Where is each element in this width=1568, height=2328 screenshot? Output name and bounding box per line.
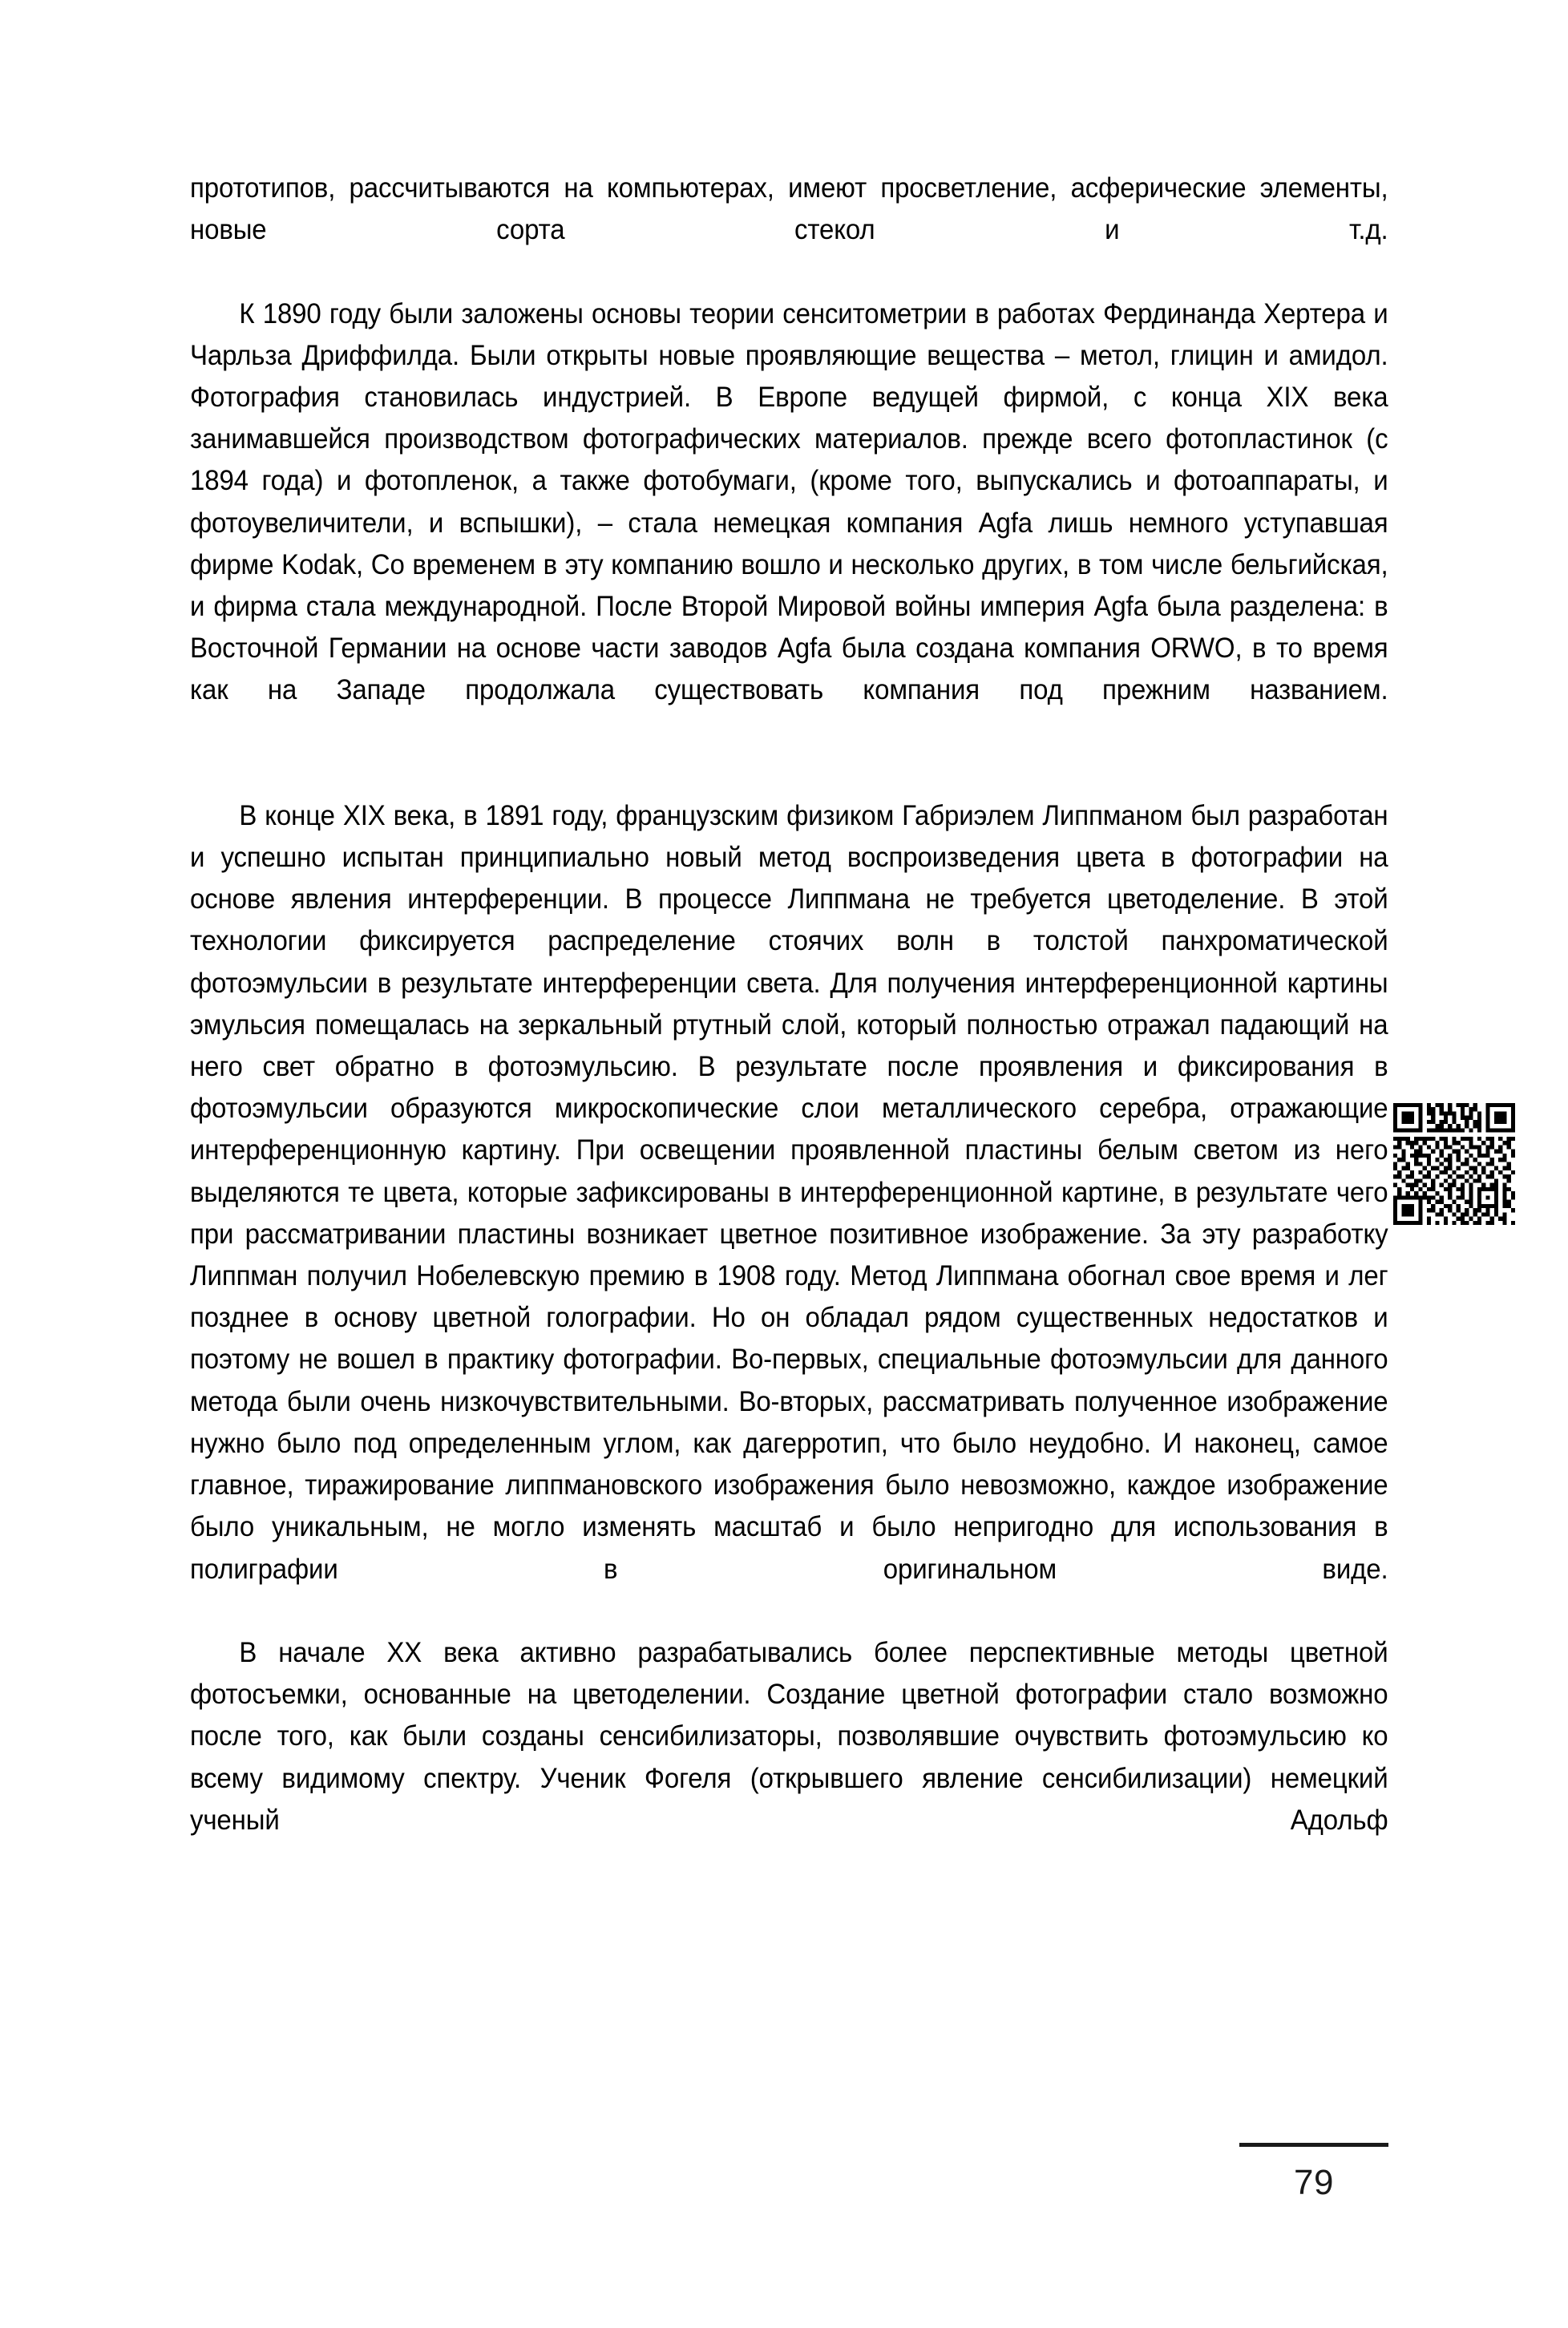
paragraph-1: прототипов, рассчитываются на компьютерах, имеют просветление, асферические элементы, новые сорта стекол и т.д. xyxy=(190,172,1388,246)
text-column xyxy=(190,167,1388,1882)
paragraph-2: К 1890 году были заложены основы теории сенситометрии в работах Фердинанда Хертера и Чарльза Дриффилда. Были открыты новые проявляющие вещества – метол, глицин и амидол. Фотография становилась индустрией. В Европе ведущей фирмой, с конца XIX века занимавшейся производством фотографических материалов. прежде всего фотопластинок (с 1894 года) и фотопленок, а также фотобумаги, (кроме того, выпускались и фотоаппараты, и фотоувеличители, и вспышки), – стала немецкая компания Agfa лишь немного уступавшая фирме Kodak, Со временем в эту компанию вошло и несколько других, в том числе бельгийская, и фирма стала международной. После Второй Мировой войны империя Agfa была разделена: в Восточной Германии на основе части заводов Agfa была создана компания ORWO, в то время как на Западе продолжала существовать компания под прежним названием. xyxy=(190,297,1388,706)
page-number: 79 xyxy=(1294,2163,1334,2202)
footer-rule xyxy=(1239,2143,1388,2147)
page-footer xyxy=(1239,2143,1388,2201)
qr-code-icon xyxy=(1392,1103,1517,1225)
paragraph-4: В начале XX века активно разрабатывались более перспективные методы цветной фотосъемки, основанные на цветоделении. Создание цветной фотографии стало возможно после того, как были созданы сенсибилизаторы, позволявшие очувствить фотоэмульсию ко всему видимому спектру. Ученик Фогеля (открывшего явление сенсибилизации) немецкий ученый Адольф xyxy=(190,1635,1388,1836)
paragraph-3: В конце XIX века, в 1891 году, французским физиком Габриэлем Липпманом был разработан и успешно испытан принципиально новый метод воспроизведения цвета в фотографии на основе явления интерференции. В процессе Липпмана не требуется цветоделение. В этой технологии фиксируется распределение стоячих волн в толстой панхроматической фотоэмульсии в результате интерференции света. Для получения интерференционной картины эмульсия помещалась на зеркальный ртутный слой, который полностью отражал падающий на него свет обратно в фотоэмульсию. В результате после проявления и фиксирования в фотоэмульсии образуются микроскопические слои металлического серебра, отражающие интерференционную картину. При освещении проявленной пластины белым светом из него выделяются те цвета, которые зафиксированы в интерференционной картине, в результате чего при рассматривании пластины возникает цветное позитивное изображение. За эту разработку Липпман получил Нобелевскую премию в 1908 году. Метод Липпмана обогнал свое время и лег позднее в основу цветной голографии. Но он обладал рядом существенных недостатков и поэтому не вошел в практику фотографии. Во-первых, специальные фотоэмульсии для данного метода были очень низкочувствительными. Во-вторых, рассматривать полученное изображение нужно было под определенным углом, как дагерротип, что было неудобно. И наконец, самое главное, тиражирование липпмановского изображения было невозможно, каждое изображение было уникальным, не могло изменять масштаб и было непригодно для использования в полиграфии в оригинальном виде. xyxy=(190,798,1388,1585)
